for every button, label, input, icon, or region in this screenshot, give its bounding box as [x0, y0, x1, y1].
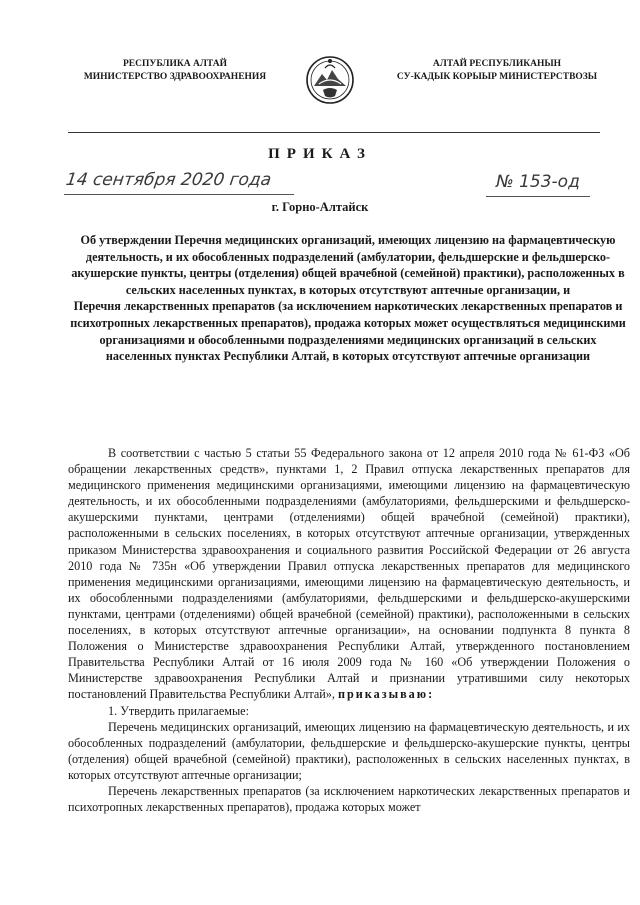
city-name: г. Горно-Алтайск: [271, 200, 369, 214]
header-right-line2: СУ-КАДЫК КОРЫЫР МИНИСТЕРСТВОЗЫ: [396, 72, 598, 82]
handwritten-date: 14 сентября 2020 года: [64, 170, 273, 190]
preamble-paragraph: [68, 445, 630, 703]
item-1: 1. Утвердить прилагаемые:: [108, 703, 249, 718]
header-divider: [68, 132, 600, 133]
ministry-name-russian: [70, 58, 280, 84]
order-body: [68, 445, 630, 815]
item-1-list-entry-1: Перечень медицинских организаций, имеющих лицензию на фармацевтическую деятельность, и их обособленных подразделений (амбулатории, фельдшерские и фельдшерско-акушерские пункты, центры (отделения) общей врачебной (семейной) практики), расположенных в сельских населенных пунктах, в которых отсутствуют аптечные организации;: [68, 719, 630, 782]
order-word: приказываю:: [337, 687, 435, 702]
handwritten-order-number: № 153-од: [496, 172, 580, 192]
header-right-line1: АЛТАЙ РЕСПУБЛИКАНЫН: [432, 59, 562, 69]
number-underline: [486, 196, 590, 197]
item-1-list-entry-2: Перечень лекарственных препаратов (за исключением наркотических лекарственных препаратов и психотропных лекарственных препаратов), продажа которых может: [68, 783, 630, 815]
ministry-name-altai: [382, 58, 612, 84]
header-left-line1: РЕСПУБЛИКА АЛТАЙ: [122, 59, 228, 69]
subject-part2: Перечня лекарственных препаратов (за исключением наркотических лекарственных препаратов и психотропных лекарственных препаратов), продажа которых может осуществляться медицинскими организациями и обособленными подразделениями медицинских организаций в сельских населенных пунктах Республики Алтай, в которых отсутствуют аптечные организации: [70, 299, 626, 364]
header-left-line2: МИНИСТЕРСТВО ЗДРАВООХРАНЕНИЯ: [83, 72, 267, 82]
preamble-text: В соответствии с частью 5 статьи 55 Федерального закона от 12 апреля 2010 года № 61-ФЗ «Об обращении лекарственных средств», пунктами 1, 2 Правил отпуска лекарственных препаратов для медицинского применения медицинскими организациями, имеющими лицензию на фармацевтическую деятельность, и их обособленными подразделениями (амбулаториями, фельдшерскими и фельдшерско-акушерскими пунктами, центрами (отделениями) общей врачебной (семейной) практики), расположенными в сельских поселениях, в которых отсутствуют аптечные организации, утвержденных приказом Министерства здравоохранения и социального развития Российской Федерации от 26 августа 2010 года № 735н «Об утверждении Правил отпуска лекарственных препаратов для медицинского применения медицинскими организациями, имеющими лицензию на фармацевтическую деятельность, и их обособленными подразделениями (амбулаториями, фельдшерскими и фельдшерско-акушерскими пунктами, центрами (отделениями) общей врачебной (семейной) практики), расположенными в сельских поселениях, в которых отсутствуют аптечные организации», на основании подпункта 8 пункта 8 Положения о Министерстве здравоохранения Республики Алтай, утвержденного постановлением Правительства Республики Алтай от 16 июля 2009 года № 160 «Об утверждении Положения о Министерстве здравоохранения Республики Алтай и признании утратившими силу некоторых постановлений Правительства Республики Алтай»,: [68, 446, 630, 702]
subject-part1: Об утверждении Перечня медицинских организаций, имеющих лицензию на фармацевтическую деятельность, и их обособленных подразделений (амбулатории, фельдшерские и фельдшерско-акушерские пункты, центры (отделения) общей врачебной (семейной) практики), расположенных в сельских населенных пунктах, в которых отсутствуют аптечные организации, и: [71, 233, 625, 297]
document-title: ПРИКАЗ: [268, 146, 372, 162]
date-underline: [64, 194, 294, 195]
order-subject: [68, 232, 628, 365]
republic-of-altai-emblem-icon: [305, 50, 355, 110]
